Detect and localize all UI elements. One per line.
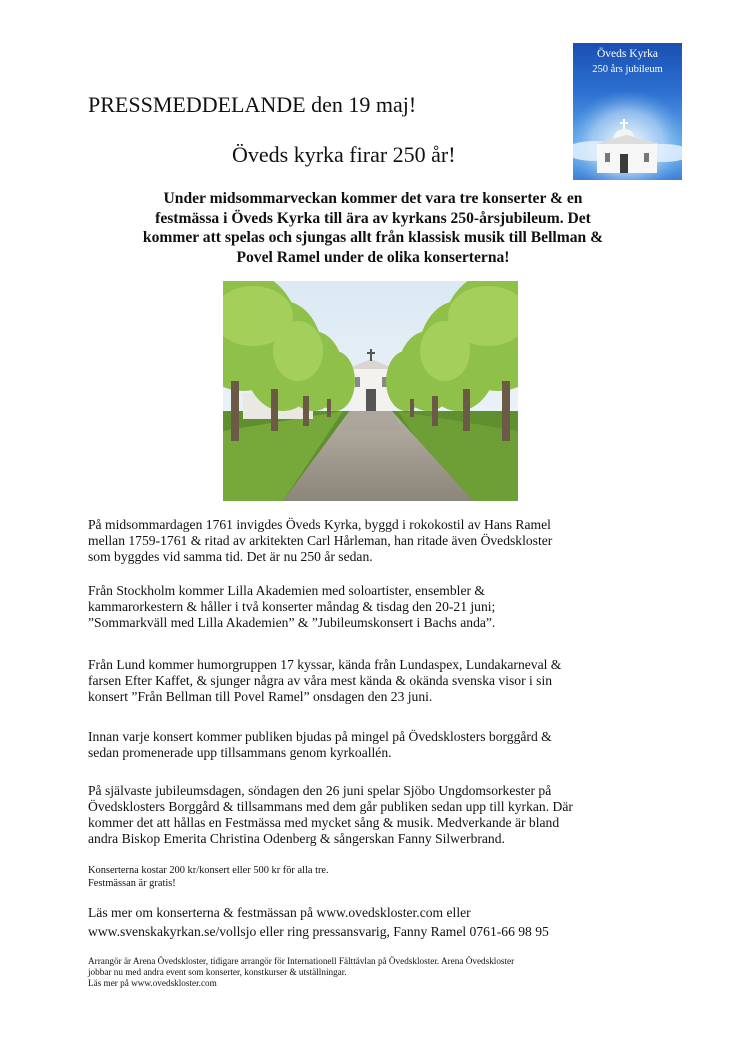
- text-line: kommer det att hållas en Festmässa med mycket sång & musik. Medverkande är bland: [88, 815, 560, 830]
- lead-line: Under midsommarveckan kommer det vara tre konserter & en: [163, 190, 583, 207]
- text-line: På självaste jubileumsdagen, söndagen den 26 juni spelar Sjöbo Ungdomsorkester på: [88, 783, 552, 798]
- text-line: Innan varje konsert kommer publiken bjudas på mingel på Övedsklosters borggård &: [88, 729, 552, 744]
- text-line: konsert ”Från Bellman till Povel Ramel” onsdagen den 23 juni.: [88, 689, 433, 704]
- text-line: mellan 1759-1761 & ritad av arkitekten Carl Hårleman, han ritade även Övedskloster: [88, 533, 553, 548]
- church-avenue-photo: [223, 281, 518, 501]
- text-line: Övedsklosters Borggård & tillsammans med dem går publiken sedan upp till kyrkan. Där: [88, 799, 573, 814]
- pricing-note: [88, 865, 329, 890]
- text-line: farsen Efter Kaffet, & sjunger några av våra mest kända & okända svenska visor i sin: [88, 673, 553, 688]
- paragraph-lund: [88, 657, 668, 705]
- text-line: Från Lund kommer humorgruppen 17 kyssar, kända från Lundaspex, Lundakarneval &: [88, 657, 562, 672]
- text-line: Arrangör är Arena Övedskloster, tidigare arrangör för Internationell Fälttävlan på Övedskloster. Arena Övedskloster: [88, 956, 515, 966]
- jubilee-logo: [573, 43, 682, 180]
- text-line: Festmässan är gratis!: [88, 877, 176, 889]
- text-line: sedan promenerade upp tillsammans genom kyrkoallén.: [88, 745, 392, 760]
- text-line: ”Sommarkväll med Lilla Akademien” & ”Jubileumskonsert i Bachs anda”.: [88, 615, 496, 630]
- lead-paragraph: [88, 189, 658, 267]
- text-line: Konserterna kostar 200 kr/konsert eller 500 kr för alla tre.: [88, 865, 329, 876]
- paragraph-mingle: [88, 729, 668, 761]
- text-line: kammarorkestern & håller i två konserter måndag & tisdag den 20-21 juni;: [88, 599, 496, 614]
- text-line: Från Stockholm kommer Lilla Akademien med soloartister, ensembler &: [88, 583, 485, 598]
- avenue-image-icon: [223, 281, 518, 501]
- page-subtitle: Öveds kyrka firar 250 år!: [232, 142, 456, 167]
- footer-note: [88, 956, 668, 990]
- lead-line: festmässa i Öveds Kyrka till ära av kyrkans 250-årsjubileum. Det: [155, 209, 591, 227]
- text-line: andra Biskop Emerita Christina Odenberg & sångerskan Fanny Silwerbrand.: [88, 831, 505, 846]
- lead-line: Povel Ramel under de olika konserterna!: [236, 248, 510, 266]
- text-line: som byggdes vid samma tid. Det är nu 250 år sedan.: [88, 549, 373, 564]
- text-line: På midsommardagen 1761 invigdes Öveds Kyrka, byggd i rokokostil av Hans Ramel: [88, 517, 551, 532]
- paragraph-jubilee-day: [88, 783, 668, 847]
- logo-title: Öveds Kyrka: [597, 48, 658, 60]
- paragraph-stockholm: [88, 583, 668, 631]
- more-info: [88, 903, 549, 941]
- lead-line: kommer att spelas och sjungas allt från klassisk musik till Bellman &: [142, 229, 604, 246]
- text-line: Läs mer om konserterna & festmässan på www.ovedskloster.com eller: [88, 905, 471, 920]
- page-title: PRESSMEDDELANDE den 19 maj!: [88, 92, 417, 117]
- text-line: jobbar nu med andra event som konserter, konstkurser & utställningar.: [88, 967, 347, 978]
- logo-subtitle: 250 års jubileum: [592, 64, 663, 75]
- text-line: www.svenskakyrkan.se/vollsjo eller ring pressansvarig, Fanny Ramel 0761-66 98 95: [88, 924, 549, 939]
- paragraph-history: [88, 517, 668, 565]
- text-line: Läs mer på www.ovedskloster.com: [88, 978, 217, 989]
